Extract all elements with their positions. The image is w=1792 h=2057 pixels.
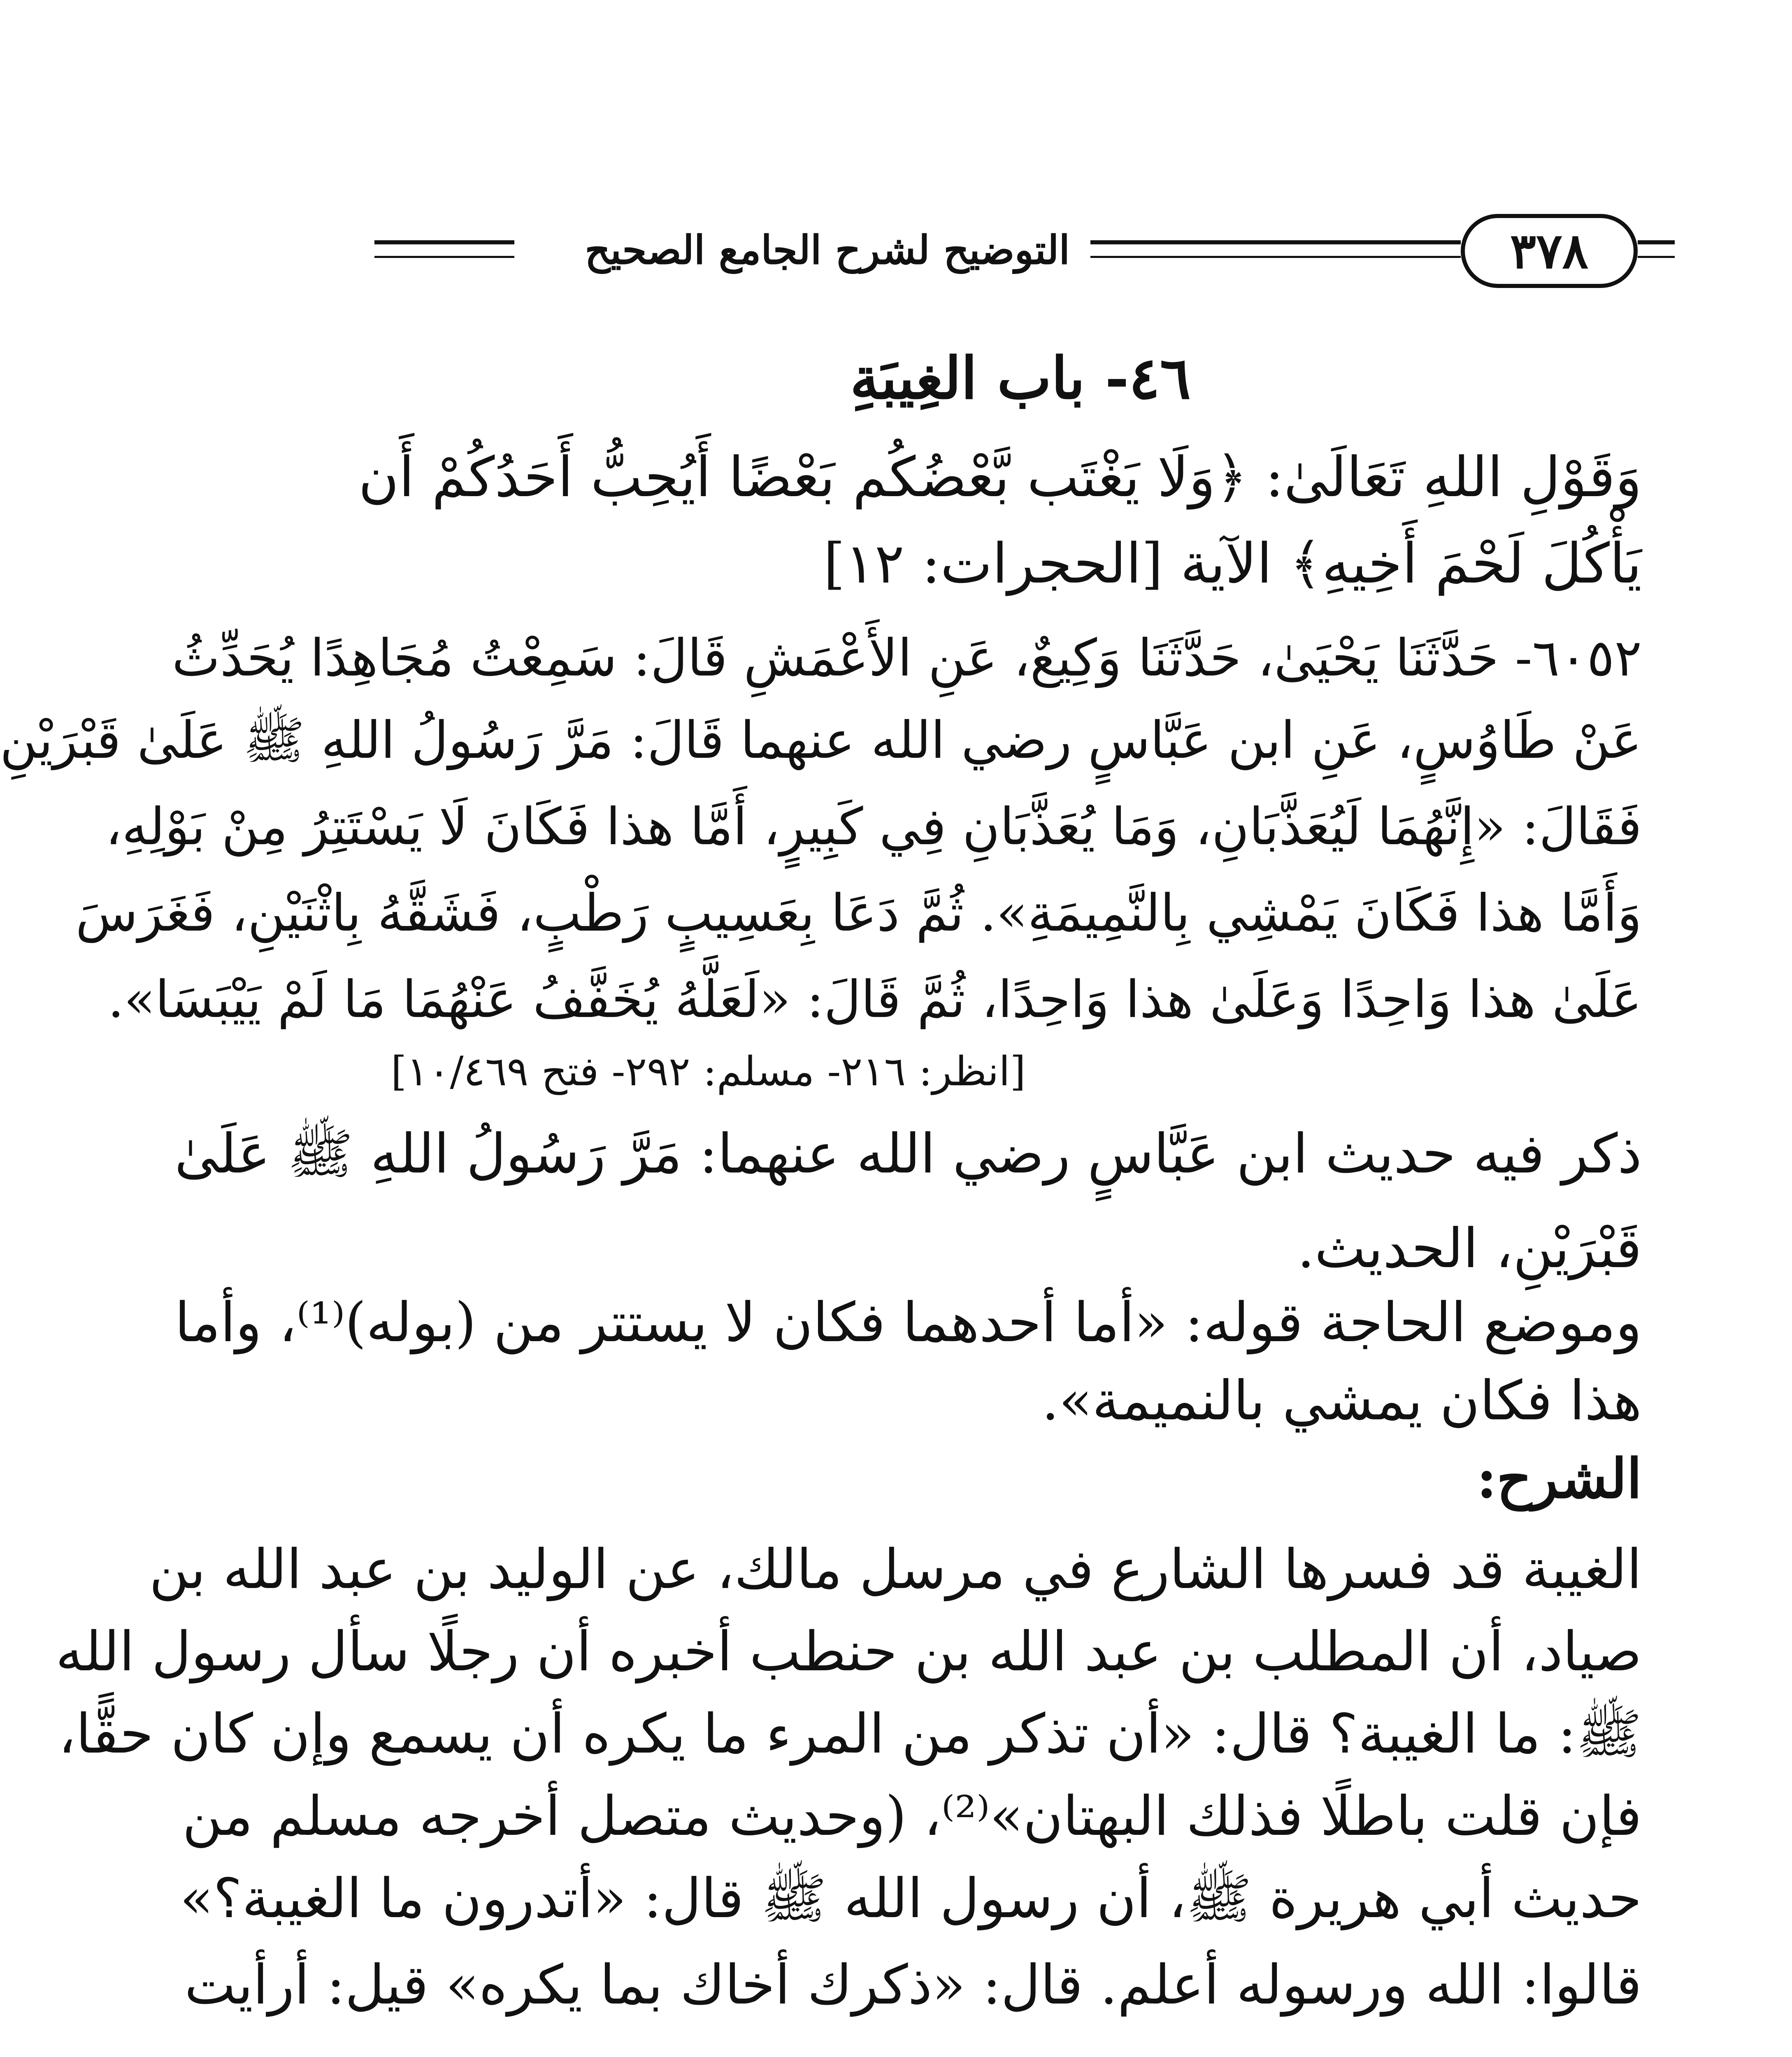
header-rule-middle-top bbox=[1090, 240, 1461, 244]
sharh-line: ﷺ: ما الغيبة؟ قال: «أن تذكر من المرء ما يكره أن يسمع وإن كان حقًّا، bbox=[58, 1702, 1642, 1766]
sharh-line: قالوا: الله ورسوله أعلم. قال: «ذكرك أخاك بما يكره» قيل: أرأيت bbox=[184, 1953, 1642, 2017]
quran-line: وَقَوْلِ اللهِ تَعَالَىٰ: ﴿وَلَا يَغْتَب بَّعْضُكُم بَعْضًا أَيُحِبُّ أَحَدُكُمْ أَن bbox=[358, 445, 1642, 509]
book-title: التوضيح لشرح الجامع الصحيح bbox=[585, 227, 1070, 273]
hadith-line: ٦٠٥٢- حَدَّثَنَا يَحْيَىٰ، حَدَّثَنَا وَكِيعٌ، عَنِ الأَعْمَشِ قَالَ: سَمِعْتُ مُجَاهِدًا يُحَدِّثُ bbox=[172, 629, 1642, 688]
commentary-line: قَبْرَيْنِ، الحديث. bbox=[1297, 1217, 1642, 1280]
header-rule-left-bottom bbox=[374, 256, 514, 258]
header-rule-right-bottom bbox=[1638, 256, 1675, 258]
commentary-line: ذكر فيه حديث ابن عَبَّاسٍ رضي الله عنهما: مَرَّ رَسُولُ اللهِ ﷺ عَلَىٰ bbox=[174, 1122, 1642, 1186]
sharh-label: الشرح: bbox=[1476, 1447, 1642, 1511]
hadith-line: عَلَىٰ هذا وَاحِدًا وَعَلَىٰ هذا وَاحِدًا، ثُمَّ قَالَ: «لَعَلَّهُ يُخَفَّفُ عَنْهُمَا مَا لَمْ يَيْبَسَا». bbox=[107, 970, 1642, 1029]
sharh-line: فإن قلت باطلًا فذلك البهتان»⁽²⁾، (وحديث متصل أخرجه مسلم من bbox=[182, 1785, 1642, 1848]
hadith-line: فَقَالَ: «إِنَّهُمَا لَيُعَذَّبَانِ، وَمَا يُعَذَّبَانِ فِي كَبِيرٍ، أَمَّا هذا فَكَانَ لَا يَسْتَتِرُ مِنْ بَوْلِهِ، bbox=[105, 797, 1642, 857]
hadith-line: عَنْ طَاوُسٍ، عَنِ ابن عَبَّاسٍ رضي الله عنهما قَالَ: مَرَّ رَسُولُ اللهِ ﷺ عَلَىٰ قَبْرَيْنِ bbox=[0, 711, 1642, 770]
hadith-reference: [انظر: ٢١٦- مسلم: ٢٩٢- فتح ١٠/٤٦٩] bbox=[391, 1048, 1026, 1095]
header-rule-left-top bbox=[374, 240, 514, 244]
page-number-badge bbox=[1461, 214, 1638, 288]
header-rule-right-top bbox=[1638, 240, 1675, 244]
hadith-line: وَأَمَّا هذا فَكَانَ يَمْشِي بِالنَّمِيمَةِ». ثُمَّ دَعَا بِعَسِيبٍ رَطْبٍ، فَشَقَّهُ بِاثْنَيْنِ، فَغَرَسَ bbox=[75, 884, 1642, 943]
sharh-line: حديث أبي هريرة ﷺ، أن رسول الله ﷺ قال: «أتدرون ما الغيبة؟» bbox=[180, 1867, 1642, 1930]
relevance-line: وموضع الحاجة قوله: «أما أحدهما فكان لا يستتر من (بوله)⁽¹⁾، وأما bbox=[174, 1291, 1642, 1354]
running-header bbox=[374, 206, 1675, 296]
header-rule-middle-bottom bbox=[1090, 256, 1461, 258]
relevance-line: هذا فكان يمشي بالنميمة». bbox=[1041, 1369, 1642, 1432]
quran-line: يَأْكُلَ لَحْمَ أَخِيهِ﴾ الآية [الحجرات: ١٢] bbox=[823, 532, 1642, 596]
chapter-heading: ٤٦- باب الغِيبَةِ bbox=[850, 345, 1191, 412]
sharh-line: الغيبة قد فسرها الشارع في مرسل مالك، عن الوليد بن عبد الله بن bbox=[149, 1538, 1642, 1601]
page-number: ٣٧٨ bbox=[1510, 222, 1589, 279]
sharh-line: صياد، أن المطلب بن عبد الله بن حنطب أخبره أن رجلًا سأل رسول الله bbox=[56, 1620, 1642, 1683]
